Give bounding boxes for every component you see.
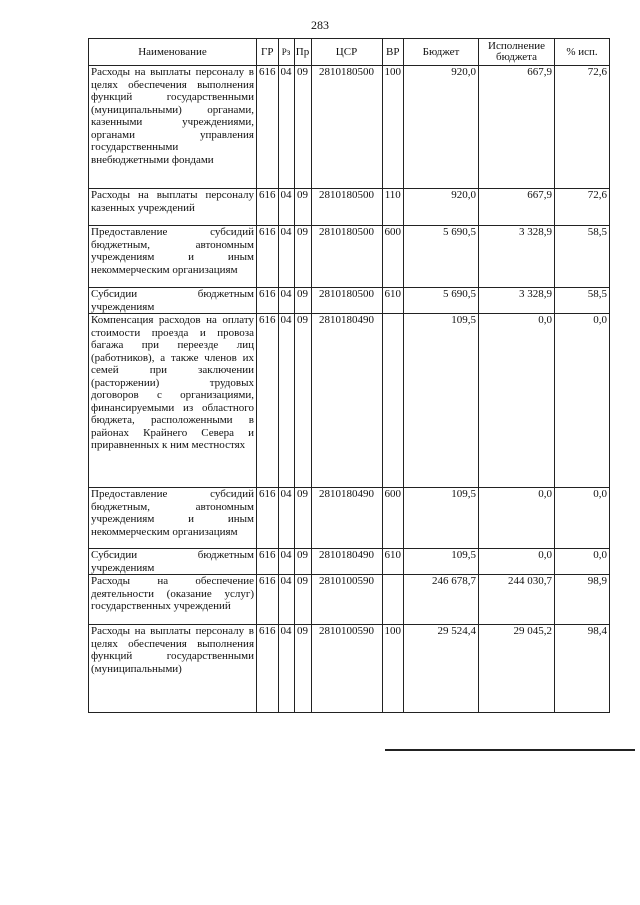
row-budget: 109,5 <box>404 549 479 575</box>
row-name: Компенсация расходов на оплату стоимости проезда и провоза багажа при переезде лиц (работников), а также членов их семей при заключении (расторжении) трудовых договоров с организациями, финансируемыми из областного бюджета, расположенными в районах Крайнего Севера и приравненных к ним местностях <box>89 314 257 488</box>
row-gr: 616 <box>257 575 279 625</box>
row-budget: 29 524,4 <box>404 625 479 713</box>
row-gr: 616 <box>257 226 279 288</box>
row-vr: 610 <box>382 549 404 575</box>
table-row <box>89 314 610 488</box>
header-pr: Пр <box>294 39 311 66</box>
row-execution: 3 328,9 <box>479 288 555 314</box>
table-row <box>89 226 610 288</box>
row-budget: 5 690,5 <box>404 288 479 314</box>
row-vr: 110 <box>382 189 404 226</box>
row-budget: 920,0 <box>404 189 479 226</box>
row-percent: 0,0 <box>555 314 610 488</box>
row-vr <box>382 575 404 625</box>
row-pr: 09 <box>294 288 311 314</box>
row-vr: 610 <box>382 288 404 314</box>
row-vr <box>382 314 404 488</box>
row-pr: 09 <box>294 488 311 549</box>
row-rz: 04 <box>278 288 294 314</box>
header-budget: Бюджет <box>404 39 479 66</box>
row-name: Предоставление субсидий бюджетным, автономным учреждениям и иным некоммерческим организациям <box>89 488 257 549</box>
header-rz: Рз <box>278 39 294 66</box>
row-vr: 600 <box>382 488 404 549</box>
row-execution: 29 045,2 <box>479 625 555 713</box>
table-row <box>89 575 610 625</box>
row-execution: 0,0 <box>479 488 555 549</box>
row-name: Субсидии бюджетным учреждениям <box>89 549 257 575</box>
row-pr: 09 <box>294 189 311 226</box>
header-name: Наименование <box>89 39 257 66</box>
budget-table <box>88 38 610 713</box>
row-gr: 616 <box>257 625 279 713</box>
row-csr: 2810180490 <box>311 314 382 488</box>
row-vr: 100 <box>382 625 404 713</box>
row-percent: 72,6 <box>555 66 610 189</box>
row-pr: 09 <box>294 549 311 575</box>
row-rz: 04 <box>278 314 294 488</box>
row-pr: 09 <box>294 66 311 189</box>
row-budget: 5 690,5 <box>404 226 479 288</box>
row-csr: 2810180500 <box>311 288 382 314</box>
row-csr: 2810180500 <box>311 66 382 189</box>
row-execution: 244 030,7 <box>479 575 555 625</box>
row-csr: 2810100590 <box>311 625 382 713</box>
table-row <box>89 288 610 314</box>
table-row <box>89 549 610 575</box>
row-pr: 09 <box>294 625 311 713</box>
row-csr: 2810180500 <box>311 189 382 226</box>
table-header-row <box>89 39 610 66</box>
header-execution: Исполнение бюджета <box>479 39 555 66</box>
row-percent: 58,5 <box>555 288 610 314</box>
row-rz: 04 <box>278 226 294 288</box>
row-csr: 2810180500 <box>311 226 382 288</box>
row-percent: 98,4 <box>555 625 610 713</box>
page-number: 283 <box>311 18 329 32</box>
row-pr: 09 <box>294 314 311 488</box>
row-gr: 616 <box>257 549 279 575</box>
row-name: Расходы на выплаты персоналу в целях обеспечения выполнения функций государственными (муниципальными) <box>89 625 257 713</box>
row-rz: 04 <box>278 66 294 189</box>
row-name: Предоставление субсидий бюджетным, автономным учреждениям и иным некоммерческим организациям <box>89 226 257 288</box>
table-row <box>89 66 610 189</box>
row-name: Расходы на выплаты персоналу казенных учреждений <box>89 189 257 226</box>
row-pr: 09 <box>294 575 311 625</box>
header-percent: % исп. <box>555 39 610 66</box>
row-rz: 04 <box>278 488 294 549</box>
row-gr: 616 <box>257 189 279 226</box>
row-gr: 616 <box>257 66 279 189</box>
row-percent: 58,5 <box>555 226 610 288</box>
row-pr: 09 <box>294 226 311 288</box>
row-rz: 04 <box>278 575 294 625</box>
row-rz: 04 <box>278 625 294 713</box>
row-execution: 0,0 <box>479 314 555 488</box>
row-percent: 72,6 <box>555 189 610 226</box>
row-csr: 2810100590 <box>311 575 382 625</box>
row-percent: 0,0 <box>555 488 610 549</box>
row-rz: 04 <box>278 189 294 226</box>
row-execution: 667,9 <box>479 66 555 189</box>
row-execution: 3 328,9 <box>479 226 555 288</box>
row-percent: 98,9 <box>555 575 610 625</box>
header-vr: ВР <box>382 39 404 66</box>
row-budget: 109,5 <box>404 314 479 488</box>
row-name: Расходы на выплаты персоналу в целях обеспечения выполнения функций государственными (муниципальными) органами, казенными учреждениями, органами управления государственными внебюджетными фондами <box>89 66 257 189</box>
row-csr: 2810180490 <box>311 549 382 575</box>
table-row <box>89 189 610 226</box>
row-execution: 0,0 <box>479 549 555 575</box>
row-vr: 100 <box>382 66 404 189</box>
row-execution: 667,9 <box>479 189 555 226</box>
table-row <box>89 625 610 713</box>
header-gr: ГР <box>257 39 279 66</box>
row-csr: 2810180490 <box>311 488 382 549</box>
row-name: Субсидии бюджетным учреждениям <box>89 288 257 314</box>
row-budget: 109,5 <box>404 488 479 549</box>
row-rz: 04 <box>278 549 294 575</box>
header-csr: ЦСР <box>311 39 382 66</box>
row-gr: 616 <box>257 488 279 549</box>
bottom-rule <box>385 749 635 751</box>
row-gr: 616 <box>257 314 279 488</box>
row-budget: 246 678,7 <box>404 575 479 625</box>
row-budget: 920,0 <box>404 66 479 189</box>
table-row <box>89 488 610 549</box>
row-percent: 0,0 <box>555 549 610 575</box>
row-gr: 616 <box>257 288 279 314</box>
row-vr: 600 <box>382 226 404 288</box>
row-name: Расходы на обеспечение деятельности (оказание услуг) государственных учреждений <box>89 575 257 625</box>
